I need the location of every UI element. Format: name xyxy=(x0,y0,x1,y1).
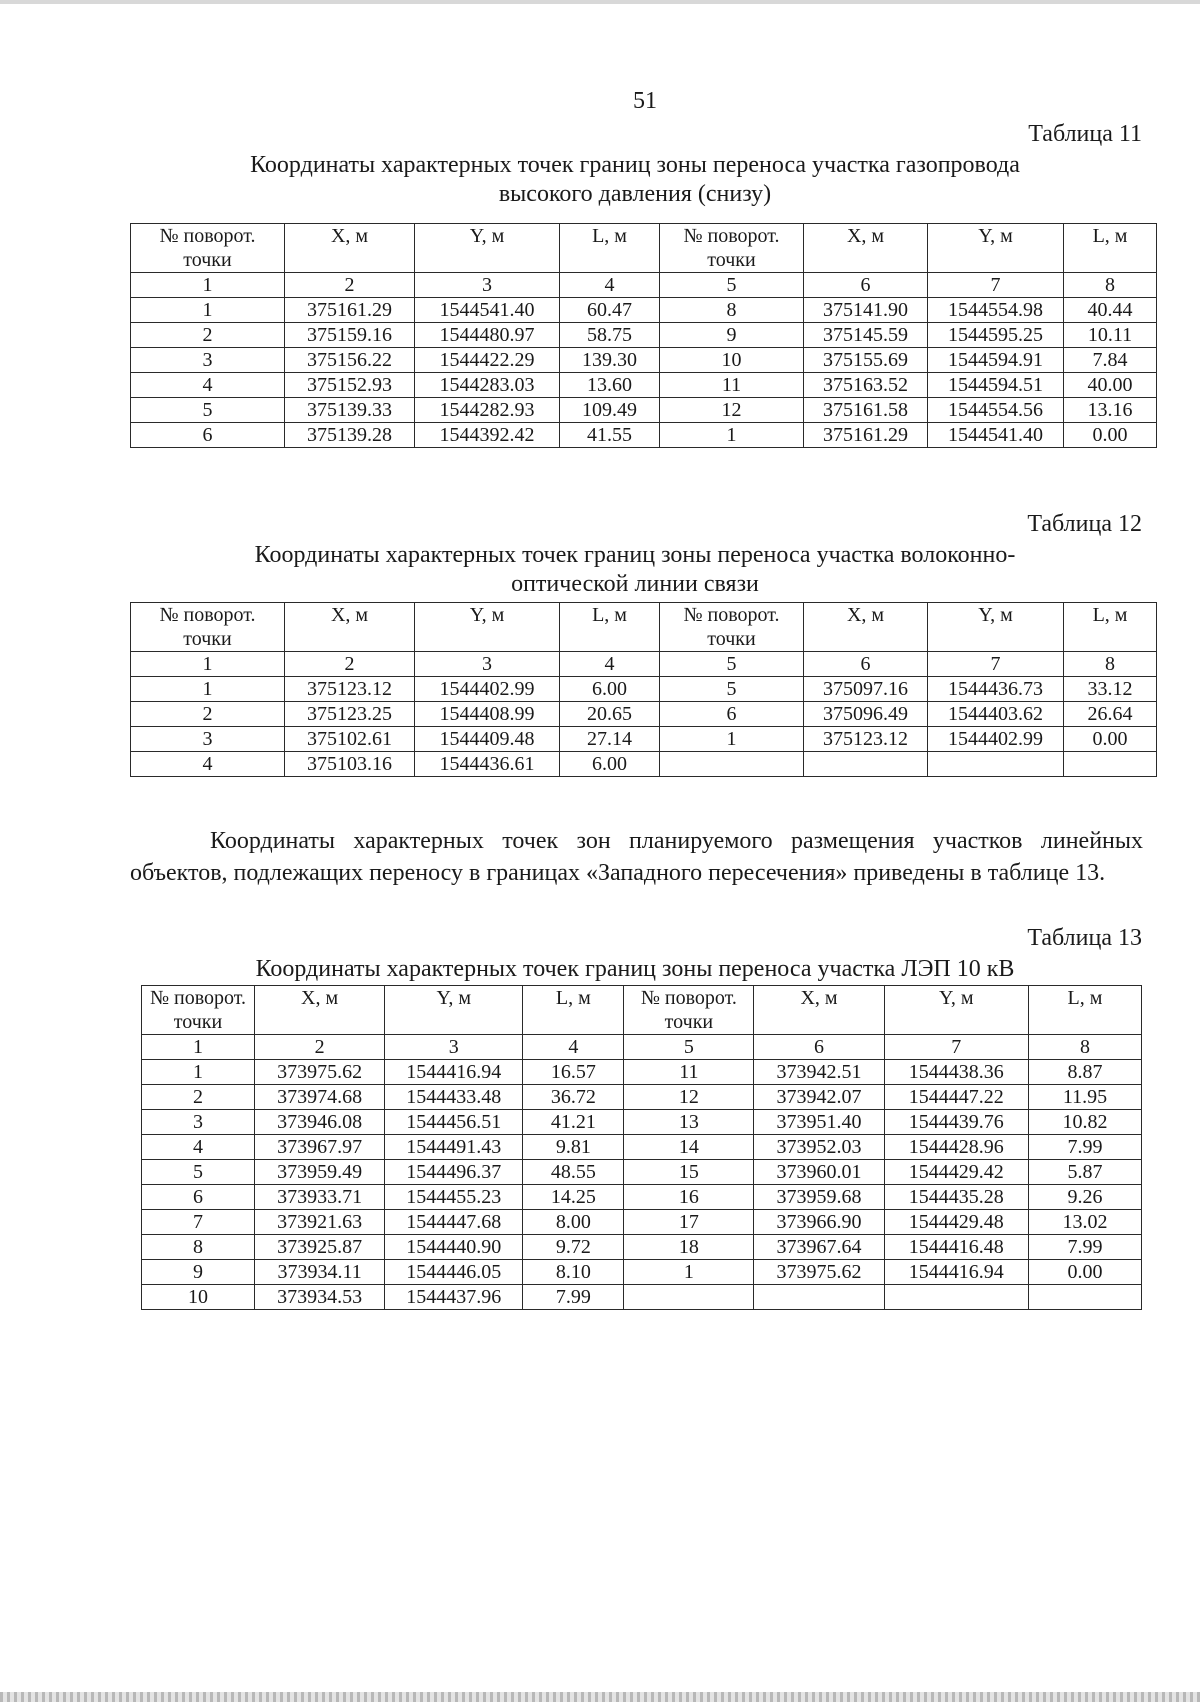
table-cell: 9.26 xyxy=(1028,1185,1141,1210)
table-cell: 373967.97 xyxy=(255,1135,385,1160)
column-header: L, м xyxy=(560,224,660,273)
table-cell xyxy=(884,1285,1028,1310)
table-cell: 13.16 xyxy=(1064,398,1157,423)
table-cell: 1544438.36 xyxy=(884,1060,1028,1085)
table-cell: 373921.63 xyxy=(255,1210,385,1235)
table-cell xyxy=(1064,752,1157,777)
table-cell: 6.00 xyxy=(560,752,660,777)
table-cell: 4 xyxy=(131,373,285,398)
table-cell: 1544447.22 xyxy=(884,1085,1028,1110)
table-cell: 373959.68 xyxy=(754,1185,884,1210)
column-header: X, м xyxy=(255,986,385,1035)
table-row xyxy=(142,1185,1142,1210)
table-row xyxy=(142,1210,1142,1235)
column-header: X, м xyxy=(285,224,415,273)
table-cell: 4 xyxy=(131,752,285,777)
table-cell: 11 xyxy=(624,1060,754,1085)
header-row xyxy=(131,224,1157,273)
table-cell: 1544392.42 xyxy=(415,423,560,448)
table-cell: 18 xyxy=(624,1235,754,1260)
table-cell: 375123.12 xyxy=(804,727,928,752)
table-cell: 1 xyxy=(660,423,804,448)
column-header: X, м xyxy=(285,603,415,652)
table-cell: 375161.29 xyxy=(804,423,928,448)
table-cell: 9.72 xyxy=(523,1235,624,1260)
column-header: X, м xyxy=(754,986,884,1035)
column-index-cell: 2 xyxy=(285,273,415,298)
table-cell: 373959.49 xyxy=(255,1160,385,1185)
table-cell: 20.65 xyxy=(560,702,660,727)
column-index-cell: 4 xyxy=(523,1035,624,1060)
scan-top-edge xyxy=(0,0,1200,4)
table-cell: 373942.07 xyxy=(754,1085,884,1110)
table-cell: 58.75 xyxy=(560,323,660,348)
table-cell: 1544496.37 xyxy=(385,1160,523,1185)
table-cell: 373942.51 xyxy=(754,1060,884,1085)
table-cell: 16 xyxy=(624,1185,754,1210)
table-cell: 1544435.28 xyxy=(884,1185,1028,1210)
column-header: Y, м xyxy=(928,603,1064,652)
column-index-cell: 8 xyxy=(1064,652,1157,677)
table-11-title-line2: высокого давления (снизу) xyxy=(498,181,772,207)
column-index-cell: 2 xyxy=(285,652,415,677)
table-cell: 13.60 xyxy=(560,373,660,398)
table-cell: 5 xyxy=(142,1160,255,1185)
table-cell: 373960.01 xyxy=(754,1160,884,1185)
table-cell: 8.00 xyxy=(523,1210,624,1235)
column-index-cell: 1 xyxy=(142,1035,255,1060)
table-row xyxy=(131,373,1157,398)
column-index-row xyxy=(131,273,1157,298)
column-header: № поворот. точки xyxy=(142,986,255,1035)
column-header: Y, м xyxy=(415,603,560,652)
column-index-cell: 7 xyxy=(884,1035,1028,1060)
table-11-title-line1: Координаты характерных точек границ зоны переноса участка газопровода xyxy=(250,152,1020,178)
table-cell: 6 xyxy=(660,702,804,727)
table-cell: 11.95 xyxy=(1028,1085,1141,1110)
table-12 xyxy=(130,602,1157,777)
table-cell: 1 xyxy=(624,1260,754,1285)
table-cell: 375097.16 xyxy=(804,677,928,702)
column-index-row xyxy=(131,652,1157,677)
table-cell: 36.72 xyxy=(523,1085,624,1110)
column-header: L, м xyxy=(1028,986,1141,1035)
column-index-row xyxy=(142,1035,1142,1060)
table-12-label: Таблица 12 xyxy=(1027,511,1142,537)
column-index-cell: 5 xyxy=(660,652,804,677)
table-cell: 1544428.96 xyxy=(884,1135,1028,1160)
column-index-cell: 6 xyxy=(804,652,928,677)
table-cell: 6.00 xyxy=(560,677,660,702)
header-row xyxy=(131,603,1157,652)
header-row xyxy=(142,986,1142,1035)
table-cell xyxy=(1028,1285,1141,1310)
column-header: L, м xyxy=(560,603,660,652)
table-12-title-line2: оптической линии связи xyxy=(511,571,759,597)
table-cell: 8 xyxy=(660,298,804,323)
table-cell: 1544491.43 xyxy=(385,1135,523,1160)
table-cell: 5 xyxy=(660,677,804,702)
table-11-label: Таблица 11 xyxy=(1028,121,1142,147)
table-cell: 375123.25 xyxy=(285,702,415,727)
table-row xyxy=(131,323,1157,348)
table-cell xyxy=(660,752,804,777)
table-cell: 8 xyxy=(142,1235,255,1260)
table-cell: 1544594.51 xyxy=(928,373,1064,398)
column-header: Y, м xyxy=(928,224,1064,273)
table-cell: 9 xyxy=(660,323,804,348)
table-cell: 373966.90 xyxy=(754,1210,884,1235)
table-cell: 1544283.03 xyxy=(415,373,560,398)
column-index-cell: 8 xyxy=(1064,273,1157,298)
table-cell: 7.84 xyxy=(1064,348,1157,373)
table-cell: 9.81 xyxy=(523,1135,624,1160)
table-cell: 1544447.68 xyxy=(385,1210,523,1235)
table-cell: 13.02 xyxy=(1028,1210,1141,1235)
column-index-cell: 7 xyxy=(928,652,1064,677)
scan-bottom-edge xyxy=(0,1692,1200,1702)
table-cell: 40.44 xyxy=(1064,298,1157,323)
column-index-cell: 1 xyxy=(131,273,285,298)
table-row xyxy=(142,1110,1142,1135)
table-row xyxy=(142,1085,1142,1110)
column-index-cell: 1 xyxy=(131,652,285,677)
column-index-cell: 5 xyxy=(660,273,804,298)
table-cell: 375103.16 xyxy=(285,752,415,777)
table-cell: 1544402.99 xyxy=(928,727,1064,752)
table-cell: 373934.53 xyxy=(255,1285,385,1310)
table-12-title xyxy=(130,541,1140,599)
column-header: X, м xyxy=(804,224,928,273)
table-cell: 1544541.40 xyxy=(928,423,1064,448)
column-header: № поворот. точки xyxy=(131,603,285,652)
column-header: № поворот. точки xyxy=(660,224,804,273)
table-cell: 17 xyxy=(624,1210,754,1235)
table-cell: 375161.29 xyxy=(285,298,415,323)
table-cell: 10 xyxy=(660,348,804,373)
table-cell xyxy=(624,1285,754,1310)
body-paragraph xyxy=(130,825,1143,889)
table-cell: 16.57 xyxy=(523,1060,624,1085)
table-cell: 12 xyxy=(660,398,804,423)
table-cell: 5.87 xyxy=(1028,1160,1141,1185)
table-row xyxy=(131,677,1157,702)
table-row xyxy=(142,1235,1142,1260)
table-cell: 7 xyxy=(142,1210,255,1235)
table-cell: 375145.59 xyxy=(804,323,928,348)
table-cell: 3 xyxy=(131,727,285,752)
table-cell: 1544433.48 xyxy=(385,1085,523,1110)
table-cell: 1544429.42 xyxy=(884,1160,1028,1185)
table-cell: 1544416.48 xyxy=(884,1235,1028,1260)
table-cell: 14 xyxy=(624,1135,754,1160)
table-cell: 0.00 xyxy=(1028,1260,1141,1285)
table-12-title-line1: Координаты характерных точек границ зоны переноса участка волоконно- xyxy=(254,542,1016,568)
table-cell: 1544446.05 xyxy=(385,1260,523,1285)
column-index-cell: 8 xyxy=(1028,1035,1141,1060)
column-index-cell: 4 xyxy=(560,652,660,677)
table-cell: 1544595.25 xyxy=(928,323,1064,348)
table-cell: 0.00 xyxy=(1064,423,1157,448)
table-row xyxy=(142,1160,1142,1185)
table-row xyxy=(131,298,1157,323)
table-cell: 375102.61 xyxy=(285,727,415,752)
table-cell: 2 xyxy=(142,1085,255,1110)
table-cell: 109.49 xyxy=(560,398,660,423)
table-cell: 7.99 xyxy=(523,1285,624,1310)
table-cell: 3 xyxy=(142,1110,255,1135)
table-cell: 1544416.94 xyxy=(884,1260,1028,1285)
table-cell: 373951.40 xyxy=(754,1110,884,1135)
table-row xyxy=(142,1260,1142,1285)
table-13-title xyxy=(130,955,1140,984)
table-cell: 10 xyxy=(142,1285,255,1310)
table-cell: 1544554.56 xyxy=(928,398,1064,423)
table-cell: 6 xyxy=(131,423,285,448)
table-cell: 1544456.51 xyxy=(385,1110,523,1135)
table-cell: 373975.62 xyxy=(255,1060,385,1085)
table-cell: 8.10 xyxy=(523,1260,624,1285)
body-paragraph-text: Координаты характерных точек зон планируемого размещения участков линейных объектов, подлежащих переносу в границах «Западного пересечения» приведены в таблице 13. xyxy=(130,828,1143,886)
column-header: X, м xyxy=(804,603,928,652)
table-cell: 373934.11 xyxy=(255,1260,385,1285)
table-cell: 1544439.76 xyxy=(884,1110,1028,1135)
table-cell: 7.99 xyxy=(1028,1135,1141,1160)
table-cell: 1544422.29 xyxy=(415,348,560,373)
table-cell: 1544416.94 xyxy=(385,1060,523,1085)
table-cell: 33.12 xyxy=(1064,677,1157,702)
table-cell: 375139.33 xyxy=(285,398,415,423)
table-row xyxy=(131,423,1157,448)
table-cell: 375155.69 xyxy=(804,348,928,373)
table-cell: 373975.62 xyxy=(754,1260,884,1285)
column-index-cell: 6 xyxy=(754,1035,884,1060)
table-cell: 6 xyxy=(142,1185,255,1210)
table-row xyxy=(142,1285,1142,1310)
table-cell: 373933.71 xyxy=(255,1185,385,1210)
column-header: № поворот. точки xyxy=(660,603,804,652)
table-cell: 9 xyxy=(142,1260,255,1285)
table-row xyxy=(131,752,1157,777)
table-cell: 0.00 xyxy=(1064,727,1157,752)
column-header: № поворот. точки xyxy=(624,986,754,1035)
table-cell xyxy=(804,752,928,777)
table-cell: 373946.08 xyxy=(255,1110,385,1135)
table-cell: 1544554.98 xyxy=(928,298,1064,323)
table-cell: 1544594.91 xyxy=(928,348,1064,373)
table-11 xyxy=(130,223,1157,448)
table-cell: 1 xyxy=(131,677,285,702)
table-cell: 375141.90 xyxy=(804,298,928,323)
table-cell: 5 xyxy=(131,398,285,423)
table-row xyxy=(142,1060,1142,1085)
column-header: Y, м xyxy=(385,986,523,1035)
table-cell: 26.64 xyxy=(1064,702,1157,727)
table-cell: 7.99 xyxy=(1028,1235,1141,1260)
table-cell: 60.47 xyxy=(560,298,660,323)
table-13-title-line1: Координаты характерных точек границ зоны переноса участка ЛЭП 10 кВ xyxy=(255,956,1015,982)
table-cell: 375096.49 xyxy=(804,702,928,727)
column-index-cell: 3 xyxy=(415,273,560,298)
table-cell: 2 xyxy=(131,323,285,348)
table-cell: 12 xyxy=(624,1085,754,1110)
column-index-cell: 6 xyxy=(804,273,928,298)
table-cell: 375123.12 xyxy=(285,677,415,702)
column-index-cell: 3 xyxy=(385,1035,523,1060)
table-cell: 1 xyxy=(131,298,285,323)
column-header: № поворот. точки xyxy=(131,224,285,273)
column-header: Y, м xyxy=(415,224,560,273)
table-cell: 375161.58 xyxy=(804,398,928,423)
table-cell: 27.14 xyxy=(560,727,660,752)
table-cell: 14.25 xyxy=(523,1185,624,1210)
table-cell: 1544437.96 xyxy=(385,1285,523,1310)
table-cell: 139.30 xyxy=(560,348,660,373)
table-cell: 1544436.73 xyxy=(928,677,1064,702)
table-row xyxy=(131,702,1157,727)
table-cell: 1544282.93 xyxy=(415,398,560,423)
table-cell: 373925.87 xyxy=(255,1235,385,1260)
page-number: 51 xyxy=(633,88,657,114)
table-cell: 1544403.62 xyxy=(928,702,1064,727)
table-cell: 375159.16 xyxy=(285,323,415,348)
column-header: Y, м xyxy=(884,986,1028,1035)
table-13 xyxy=(141,985,1142,1310)
table-13-label: Таблица 13 xyxy=(1027,925,1142,951)
table-cell: 40.00 xyxy=(1064,373,1157,398)
table-cell: 2 xyxy=(131,702,285,727)
table-cell: 1 xyxy=(660,727,804,752)
column-header: L, м xyxy=(1064,603,1157,652)
table-cell: 1544480.97 xyxy=(415,323,560,348)
column-header: L, м xyxy=(523,986,624,1035)
column-index-cell: 3 xyxy=(415,652,560,677)
table-cell: 375139.28 xyxy=(285,423,415,448)
table-cell: 48.55 xyxy=(523,1160,624,1185)
table-11-title xyxy=(130,151,1140,209)
column-header: L, м xyxy=(1064,224,1157,273)
table-cell: 1544541.40 xyxy=(415,298,560,323)
table-cell: 10.82 xyxy=(1028,1110,1141,1135)
table-cell: 15 xyxy=(624,1160,754,1185)
table-cell: 41.55 xyxy=(560,423,660,448)
table-cell: 373967.64 xyxy=(754,1235,884,1260)
table-cell: 1544455.23 xyxy=(385,1185,523,1210)
column-index-cell: 2 xyxy=(255,1035,385,1060)
column-index-cell: 7 xyxy=(928,273,1064,298)
table-row xyxy=(131,398,1157,423)
table-cell: 10.11 xyxy=(1064,323,1157,348)
table-cell: 1544440.90 xyxy=(385,1235,523,1260)
table-cell: 1544436.61 xyxy=(415,752,560,777)
table-cell: 1 xyxy=(142,1060,255,1085)
table-cell: 373952.03 xyxy=(754,1135,884,1160)
table-cell: 8.87 xyxy=(1028,1060,1141,1085)
column-index-cell: 4 xyxy=(560,273,660,298)
table-cell: 1544409.48 xyxy=(415,727,560,752)
table-cell: 375152.93 xyxy=(285,373,415,398)
table-cell: 13 xyxy=(624,1110,754,1135)
column-index-cell: 5 xyxy=(624,1035,754,1060)
table-cell: 1544402.99 xyxy=(415,677,560,702)
table-cell: 41.21 xyxy=(523,1110,624,1135)
table-cell: 11 xyxy=(660,373,804,398)
table-cell: 4 xyxy=(142,1135,255,1160)
table-cell: 373974.68 xyxy=(255,1085,385,1110)
table-row xyxy=(142,1135,1142,1160)
table-cell: 1544429.48 xyxy=(884,1210,1028,1235)
table-cell xyxy=(928,752,1064,777)
table-row xyxy=(131,727,1157,752)
table-cell: 3 xyxy=(131,348,285,373)
table-row xyxy=(131,348,1157,373)
table-cell: 375163.52 xyxy=(804,373,928,398)
table-cell xyxy=(754,1285,884,1310)
table-cell: 375156.22 xyxy=(285,348,415,373)
table-cell: 1544408.99 xyxy=(415,702,560,727)
